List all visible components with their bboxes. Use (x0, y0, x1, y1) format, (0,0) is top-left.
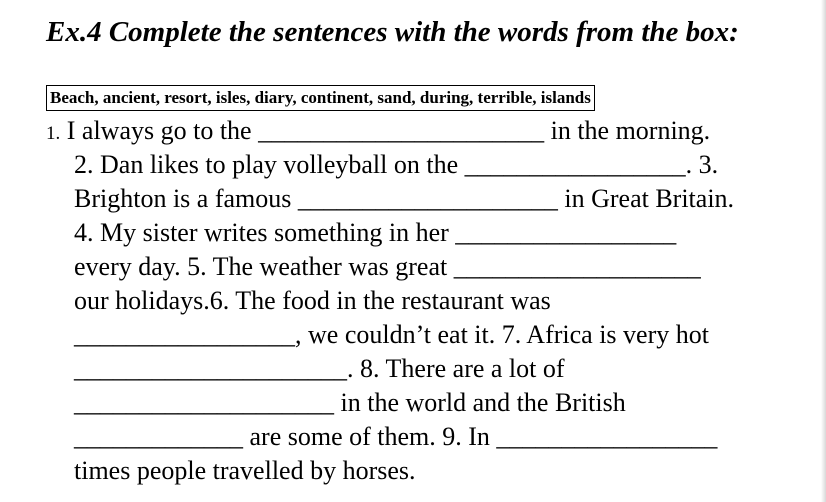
exercise-line-3: Brighton is a famous ____________________ in Great Britain. (74, 184, 735, 213)
exercise-line-4: 4. My sister writes something in her _________________ (74, 218, 677, 247)
exercise-line-9: ____________________ in the world and the British (74, 388, 626, 417)
exercise-line-6: our holidays.6. The food in the restaurant was (74, 286, 551, 315)
exercise-line-8: _____________________. 8. There are a lot of (74, 354, 565, 383)
word-box: Beach, ancient, resort, isles, diary, continent, sand, during, terrible, islands (46, 85, 595, 111)
exercise-line-7: _________________, we couldn’t eat it. 7. Africa is very hot (74, 320, 709, 349)
sentence-text-1: I always go to the ______________________ in the morning. (60, 116, 711, 145)
page-edge-shadow (821, 0, 826, 502)
exercise-line-1 (46, 116, 710, 149)
exercise-line-2: 2. Dan likes to play volleyball on the _________________. 3. (74, 150, 719, 179)
sentence-number-1: 1. (46, 123, 61, 144)
exercise-line-11: times people travelled by horses. (74, 456, 416, 485)
exercise-line-5: every day. 5. The weather was great ___________________ (74, 252, 701, 281)
exercise-line-10: _____________ are some of them. 9. In _________________ (74, 422, 718, 451)
exercise-title: Ex.4 Complete the sentences with the words from the box: (46, 16, 739, 48)
